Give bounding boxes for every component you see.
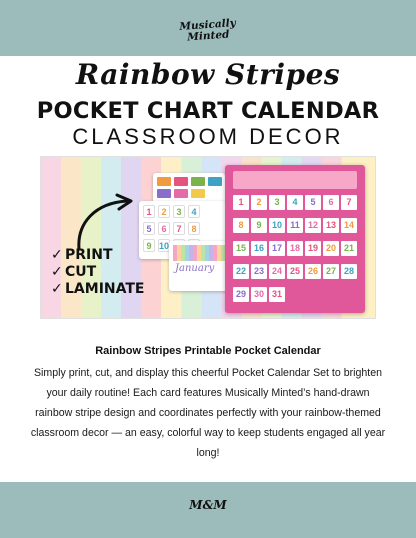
checkmark-icon: ✓ xyxy=(51,264,63,280)
title-script: Rainbow Stripes xyxy=(75,58,341,91)
day-chip xyxy=(174,189,188,198)
day-chip xyxy=(191,177,205,186)
chart-date-cell: 15 xyxy=(233,241,249,256)
chart-date-cell: 7 xyxy=(341,195,357,210)
product-preview-image xyxy=(40,156,376,319)
month-card-label: January xyxy=(175,263,215,274)
day-chip xyxy=(157,177,171,186)
chart-date-cell: 26 xyxy=(305,264,321,279)
chart-date-cell: 24 xyxy=(269,264,285,279)
chart-date-cell: 31 xyxy=(269,287,285,302)
chart-date-cell: 2 xyxy=(251,195,267,210)
number-tile: 6 xyxy=(158,222,170,235)
chart-date-cell: 28 xyxy=(341,264,357,279)
chart-date-cell: 10 xyxy=(269,218,285,233)
checklist-item xyxy=(51,264,144,281)
checkmark-icon: ✓ xyxy=(51,281,63,297)
number-tile: 3 xyxy=(173,205,185,218)
pocket-chart-preview xyxy=(225,165,365,313)
number-tile: 2 xyxy=(158,205,170,218)
day-chip xyxy=(157,189,171,198)
number-tile: 7 xyxy=(173,222,185,235)
title-subtitle: CLASSROOM DECOR xyxy=(72,124,344,149)
checklist-item xyxy=(51,281,144,298)
checklist-label: CUT xyxy=(65,264,97,280)
chart-date-cell: 16 xyxy=(251,241,267,256)
number-tile: 10 xyxy=(159,241,170,251)
chart-date-cell: 23 xyxy=(251,264,267,279)
chart-date-cell: 22 xyxy=(233,264,249,279)
description-title: Rainbow Stripes Printable Pocket Calendar xyxy=(95,345,321,357)
chart-date-cell: 12 xyxy=(305,218,321,233)
number-tile: 5 xyxy=(143,222,155,235)
chart-date-cell: 25 xyxy=(287,264,303,279)
chart-date-cell: 11 xyxy=(287,218,303,233)
rainbow-stripe-strip xyxy=(173,245,233,261)
chart-date-cell: 21 xyxy=(341,241,357,256)
day-chip xyxy=(174,177,188,186)
footer-logo: M&M xyxy=(189,498,227,512)
chart-date-cell: 19 xyxy=(305,241,321,256)
chart-date-cell: 20 xyxy=(323,241,339,256)
checklist-label: PRINT xyxy=(65,247,113,263)
number-tile: 4 xyxy=(188,205,200,218)
curved-arrow-icon xyxy=(71,193,137,253)
chart-date-cell: 6 xyxy=(323,195,339,210)
chart-date-cell: 30 xyxy=(251,287,267,302)
chart-date-cell: 13 xyxy=(323,218,339,233)
brand-logo: Musically Minted xyxy=(179,17,237,44)
description-body: Simply print, cut, and display this cheerful Pocket Calendar Set to brighten your daily routine! Each card features Musically Minted’s hand-drawn rainbow stripe design and coordinates perfectly with your rainbow-themed classroom decor — an easy, colorful way to keep students engaged all year long! xyxy=(30,367,386,459)
number-tile: 8 xyxy=(188,222,200,235)
checklist xyxy=(51,247,144,298)
day-chip xyxy=(191,189,205,198)
pocket-chart-header xyxy=(233,171,357,189)
chart-date-cell: 14 xyxy=(341,218,357,233)
chart-date-cell: 1 xyxy=(233,195,249,210)
chart-date-cell: 3 xyxy=(269,195,285,210)
checkmark-icon: ✓ xyxy=(51,247,63,263)
title-main: POCKET CHART CALENDAR xyxy=(36,98,380,124)
chart-date-cell: 18 xyxy=(287,241,303,256)
checklist-item xyxy=(51,247,144,264)
chart-date-cell: 8 xyxy=(233,218,249,233)
number-tile: 1 xyxy=(143,205,155,218)
chart-date-cell: 9 xyxy=(251,218,267,233)
number-tile: 9 xyxy=(143,239,155,252)
checklist-label: LAMINATE xyxy=(65,281,145,297)
day-chip xyxy=(208,177,222,186)
chart-date-cell: 5 xyxy=(305,195,321,210)
chart-date-cell: 17 xyxy=(269,241,285,256)
chart-date-cell: 4 xyxy=(287,195,303,210)
chart-date-cell: 27 xyxy=(323,264,339,279)
chart-date-cell: 29 xyxy=(233,287,249,302)
